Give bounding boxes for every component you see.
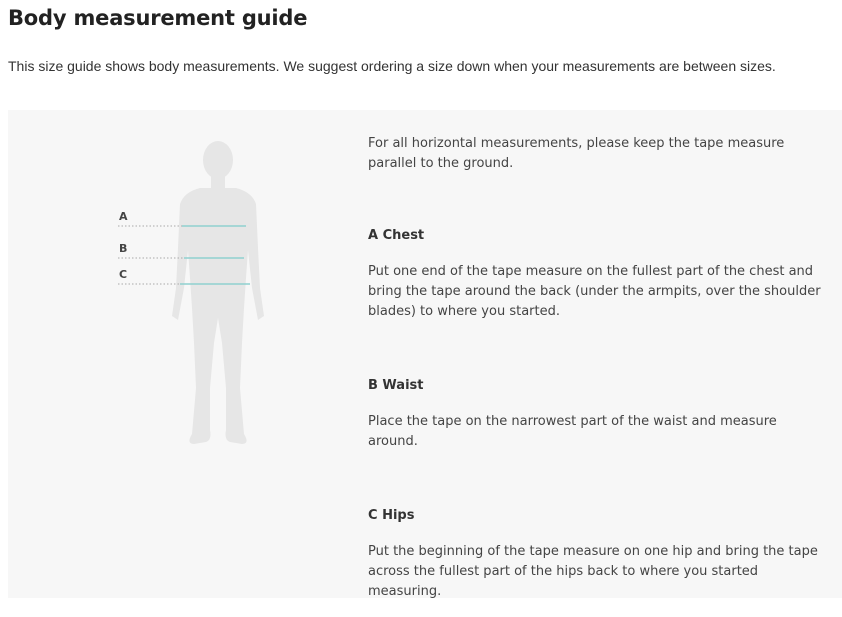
body-figure [118, 138, 268, 448]
section-text: Place the tape on the narrowest part of the waist and measure around. [368, 414, 777, 449]
marker-a-label: A [119, 210, 128, 223]
section-chest [368, 226, 830, 322]
marker-b-label: B [119, 242, 128, 255]
measurement-panel [8, 110, 842, 598]
section-title: C Hips [368, 508, 415, 523]
figure-neck [211, 174, 225, 188]
instructions [368, 134, 830, 602]
section-text: Put the beginning of the tape measure on one hip and bring the tape across the fullest part of the hips back to where you started measuring. [368, 544, 818, 599]
general-instruction: For all horizontal measurements, please keep the tape measure parallel to the ground. [368, 136, 785, 171]
section-waist [368, 376, 830, 452]
intro-text: This size guide shows body measurements. We suggest ordering a size down when your measurements are between sizes. [8, 58, 776, 74]
section-title: B Waist [368, 378, 424, 393]
section-hips [368, 506, 830, 602]
section-text: Put one end of the tape measure on the fullest part of the chest and bring the tape around the back (under the armpits, over the shoulder blades) to where you started. [368, 264, 821, 319]
figure-head [203, 141, 233, 179]
marker-c-label: C [119, 268, 128, 281]
section-title: A Chest [368, 228, 425, 243]
page-title: Body measurement guide [8, 6, 308, 30]
body-silhouette-icon [118, 138, 268, 448]
